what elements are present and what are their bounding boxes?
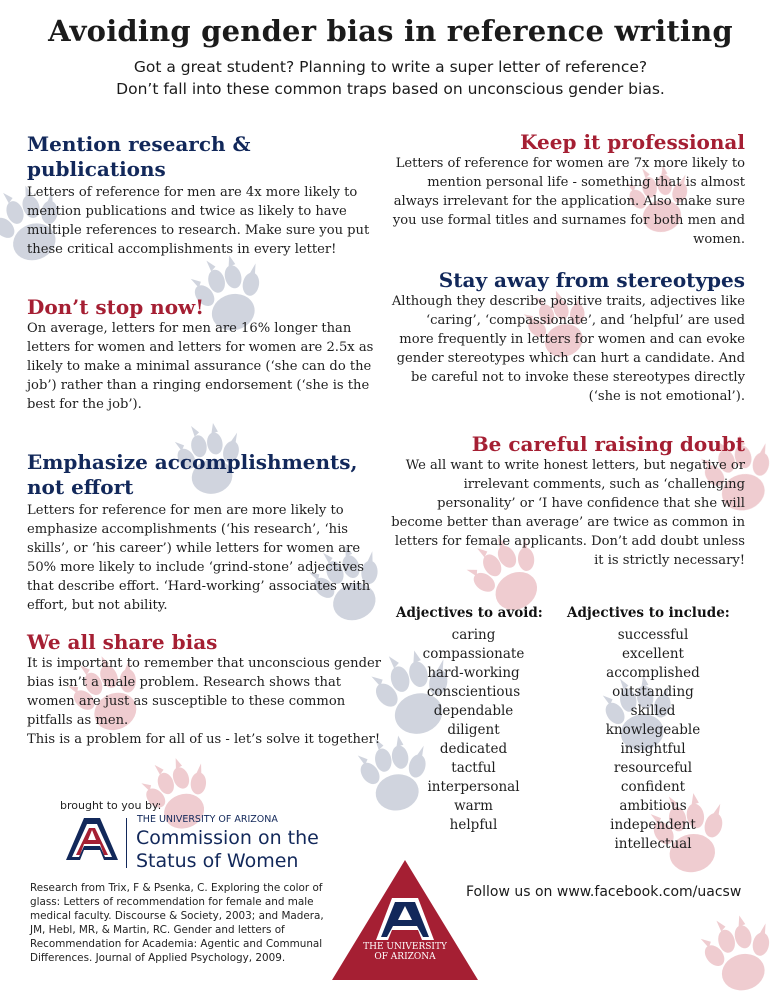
- page-title: Avoiding gender bias in reference writing: [48, 14, 733, 48]
- adjective-avoid: conscientious: [426, 684, 521, 700]
- adjective-avoid: helpful: [449, 817, 498, 833]
- paw-print-icon: [134, 749, 222, 839]
- adjective-avoid: dedicated: [439, 741, 508, 757]
- commission-line-1: Commission on the: [136, 827, 319, 849]
- university-name-small: THE UNIVERSITY OF ARIZONA: [137, 814, 278, 825]
- paw-print-icon: [694, 908, 781, 999]
- adjective-avoid: tactful: [451, 760, 496, 776]
- body-professional: Letters of reference for women are 7x more likely to mention personal life - something that is almost always irrelevant for the application. Also make sure you use formal titles and surnames for both men and women.: [392, 156, 745, 247]
- body-research: Letters of reference for men are 4x more likely to mention publications and twice as likely to have multiple references to research. Make sure you put these critical accomplishments in every letter!: [27, 185, 370, 257]
- adjective-include: confident: [620, 779, 686, 795]
- commission-name: [136, 827, 319, 873]
- adjective-include: intellectual: [614, 836, 692, 852]
- heading-share-bias: We all share bias: [27, 630, 218, 654]
- body-share-bias-2: This is a problem for all of us - let’s solve it together!: [27, 732, 381, 747]
- triangle-line-2: OF ARIZONA: [374, 952, 436, 962]
- heading-professional: Keep it professional: [520, 130, 745, 154]
- body-dont-stop: On average, letters for men are 16% longer than letters for women and letters for women are 2.5x as likely to make a minimal assurance (‘she can do the job’) rather than a ringing endorsement (‘she is the best for the job’).: [27, 321, 374, 412]
- adjective-include: resourceful: [613, 760, 693, 776]
- adjective-include: successful: [617, 627, 689, 643]
- logo-divider: [126, 818, 127, 868]
- adjective-include: excellent: [622, 646, 684, 662]
- brought-to-you-by: brought to you by:: [60, 799, 162, 812]
- subtitle-line-1: Got a great student? Planning to write a super letter of reference?: [133, 58, 648, 76]
- university-triangle-logo: [330, 858, 480, 982]
- adjective-include: skilled: [630, 703, 676, 719]
- adjective-avoid: diligent: [447, 722, 500, 738]
- commission-line-2: Status of Women: [136, 850, 299, 872]
- adjective-avoid: compassionate: [422, 646, 525, 662]
- body-doubt: We all want to write honest letters, but negative or irrelevant comments, such as ‘challenging personality’ or ‘I have confidence that she will become better than average’ are twice as common in letters for female applicants. Don’t add doubt unless it is strictly necessary!: [391, 458, 745, 568]
- adjective-include: knowlegeable: [605, 722, 701, 738]
- body-stereotypes: Although they describe positive traits, adjectives like ‘caring’, ‘compassionate’, and ‘helpful’ are used more frequently in letters for women and can evoke gender stereotypes which can hurt a candidate. And be careful not to invoke these stereotypes directly (‘she is not emotional’).: [391, 294, 745, 404]
- adjective-avoid: hard-working: [427, 665, 520, 681]
- research-references: Research from Trix, F & Psenka, C. Exploring the color of glass: Letters of recommendation for female and male medical faculty. Discourse & Society, 2003; and Madera, JM, Hebl, MR, & Martin, RC. Gender and letters of Recommendation for Academia: Agentic and Communal Differences. Journal of Applied Psychology, 2009.: [30, 882, 324, 964]
- adjective-include: ambitious: [619, 798, 687, 814]
- adjectives-include-heading: Adjectives to include:: [567, 605, 730, 621]
- adjective-include: insightful: [620, 741, 686, 757]
- adjective-avoid: interpersonal: [427, 779, 520, 795]
- heading-stereotypes: Stay away from stereotypes: [438, 268, 745, 292]
- adjective-avoid: warm: [454, 798, 493, 814]
- adjective-include: outstanding: [612, 684, 694, 700]
- heading-dont-stop: Don’t stop now!: [27, 295, 205, 319]
- adjectives-avoid-heading: Adjectives to avoid:: [396, 605, 543, 621]
- adjective-avoid: caring: [451, 627, 496, 643]
- facebook-follow-link[interactable]: Follow us on www.facebook.com/uacsw: [466, 884, 742, 900]
- body-accomplishments: Letters for reference for men are more likely to emphasize accomplishments (‘his research’, ‘his skills’, or ‘his career’) while letters for women are 50% more likely to include ‘grind-stone’ adjectives that describe effort. ‘Hard-working’ associates with effort, but not ability.: [27, 503, 371, 613]
- heading-accomplishments: Emphasize accomplishments, not effort: [27, 450, 358, 499]
- adjective-avoid: dependable: [433, 703, 514, 719]
- subtitle-line-2: Don’t fall into these common traps based on unconscious gender bias.: [116, 80, 665, 98]
- arizona-a-logo-icon: [64, 816, 120, 864]
- adjectives-include-list: [583, 626, 723, 854]
- adjectives-avoid-list: [396, 626, 551, 835]
- adjective-include: accomplished: [606, 665, 700, 681]
- body-share-bias: It is important to remember that unconscious gender bias isn’t a male problem. Research shows that women are just as susceptible to these common pitfalls as men.: [27, 656, 381, 728]
- heading-research: Mention research & publications: [27, 132, 251, 181]
- triangle-line-1: THE UNIVERSITY: [363, 942, 447, 952]
- adjective-include: independent: [610, 817, 696, 833]
- heading-doubt: Be careful raising doubt: [471, 432, 745, 456]
- triangle-university-name: [330, 942, 480, 962]
